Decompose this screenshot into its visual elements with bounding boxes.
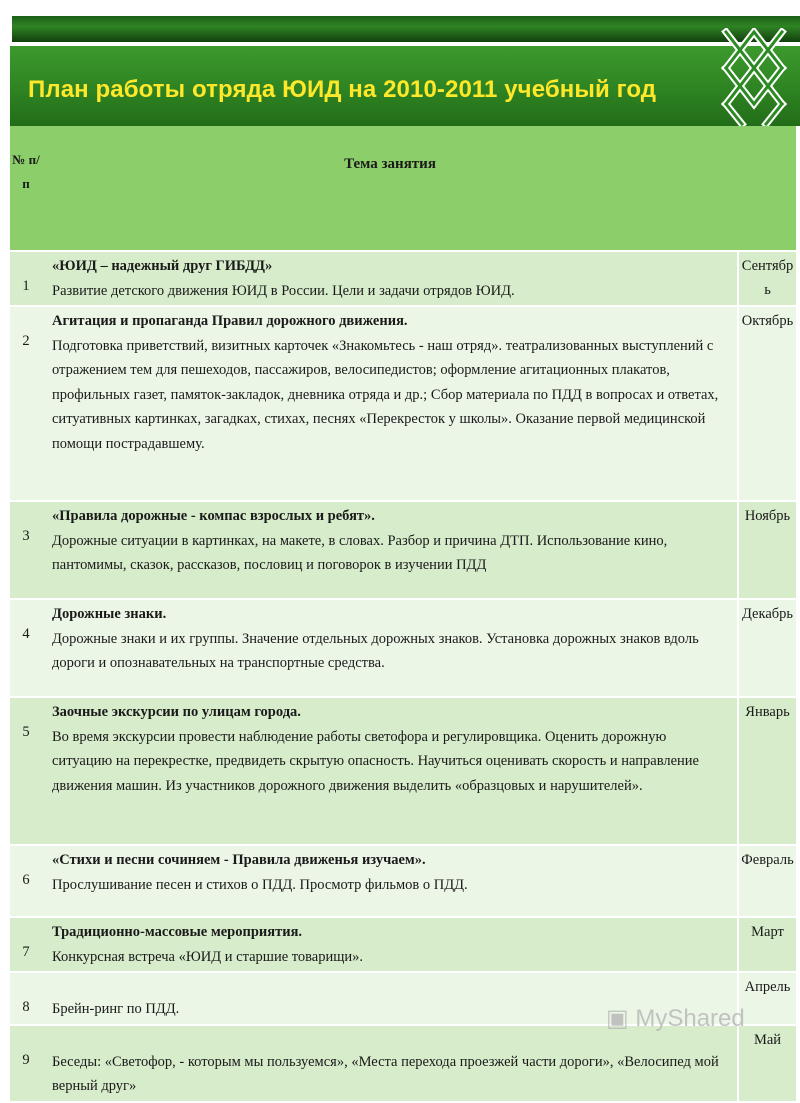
- row-topic: [42, 251, 738, 306]
- topic-text: Брейн-ринг по ПДД.: [52, 1001, 180, 1017]
- work-plan-table: [10, 126, 796, 1103]
- row-month: Октябрь: [738, 306, 796, 501]
- row-month: Май: [738, 1025, 796, 1102]
- row-number: 4: [10, 599, 42, 697]
- topic-text: Во время экскурсии провести наблюдение работы светофора и регулировщика. Оценить дорожную ситуацию на перекрестке, предвидеть скрытую опасность. Научиться оценивать скорость и направление движения машин. Из участников дорожного движения выделить «образцовых и нарушителей».: [52, 728, 699, 794]
- lattice-logo-icon: [718, 28, 790, 126]
- topic-title: «ЮИД – надежный друг ГИБДД»: [52, 258, 273, 274]
- topic-title: «Стихи и песни сочиняем - Правила движенья изучаем».: [52, 852, 426, 868]
- row-number: 2: [10, 306, 42, 501]
- topic-title: «Правила дорожные - компас взрослых и ребят».: [52, 508, 375, 524]
- table-row: [10, 251, 796, 306]
- watermark-logo-icon: ▣: [606, 1005, 636, 1032]
- table-row: [10, 599, 796, 697]
- topic-text: Прослушивание песен и стихов о ПДД. Просмотр фильмов о ПДД.: [52, 876, 468, 893]
- row-topic: [42, 1025, 738, 1102]
- watermark: [606, 1004, 745, 1033]
- topic-text: Подготовка приветствий, визитных карточек «Знакомьтесь - наш отряд». театрализованных выступлений с отражением тем для пешеходов, пассажиров, велосипедистов; оформление агитационных плакатов, профильных газет, памяток-закладок, дневника отряда и др.; Сбор материала по ПДД в вопросах и ответах, ситуативных картинках, загадках, стихах, песнях «Перекресток у школы». Оказание первой медицинской помощи пострадавшему.: [52, 337, 719, 452]
- table-header-row: [10, 126, 796, 251]
- header-number: № п/ п: [10, 126, 42, 251]
- topic-text: Дорожные знаки и их группы. Значение отдельных дорожных знаков. Установка дорожных знаков вдоль дороги и опознавательных на транспортные средства.: [52, 630, 699, 671]
- topic-text: Дорожные ситуации в картинках, на макете, в словах. Разбор и причина ДТП. Использование кино, пантомимы, сказок, рассказов, пословиц и поговорок в изучении ПДД: [52, 532, 668, 573]
- table-row: [10, 917, 796, 972]
- row-number: 7: [10, 917, 42, 972]
- row-number: 5: [10, 697, 42, 845]
- header-month: [738, 126, 796, 251]
- topic-text: Развитие детского движения ЮИД в России. Цели и задачи отрядов ЮИД.: [52, 282, 515, 299]
- row-topic: [42, 306, 738, 501]
- table-row: [10, 845, 796, 917]
- row-topic: [42, 845, 738, 917]
- top-stripe: [12, 16, 800, 42]
- table-row: [10, 697, 796, 845]
- row-month: Март: [738, 917, 796, 972]
- topic-text: Конкурсная встреча «ЮИД и старшие товарищи».: [52, 948, 364, 965]
- row-month: Апрель: [738, 972, 796, 1025]
- row-topic: [42, 599, 738, 697]
- row-number: 1: [10, 251, 42, 306]
- watermark-text: MyShared: [635, 1005, 745, 1032]
- row-month: Январь: [738, 697, 796, 845]
- topic-title: Дорожные знаки.: [52, 606, 167, 622]
- table-row: [10, 306, 796, 501]
- topic-title: Заочные экскурсии по улицам города.: [52, 704, 301, 720]
- row-number: 3: [10, 501, 42, 599]
- row-number: 6: [10, 845, 42, 917]
- row-month: Ноябрь: [738, 501, 796, 599]
- topic-text: Беседы: «Светофор, - которым мы пользуемся», «Места перехода проезжей части дороги», «Велосипед мой верный друг»: [52, 1053, 719, 1094]
- table-row: [10, 1025, 796, 1102]
- row-month: Сентябрь: [738, 251, 796, 306]
- row-number: 8: [10, 972, 42, 1025]
- row-topic: [42, 917, 738, 972]
- row-topic: [42, 697, 738, 845]
- table-row: [10, 501, 796, 599]
- topic-title: Агитация и пропаганда Правил дорожного движения.: [52, 313, 408, 329]
- row-month: Февраль: [738, 845, 796, 917]
- topic-title: Традиционно-массовые мероприятия.: [52, 924, 303, 940]
- row-number: 9: [10, 1025, 42, 1102]
- page-title: План работы отряда ЮИД на 2010-2011 учебный год: [28, 76, 657, 103]
- row-topic: [42, 501, 738, 599]
- header-topic: Тема занятия: [42, 126, 738, 251]
- top-bar: [0, 0, 800, 16]
- row-month: Декабрь: [738, 599, 796, 697]
